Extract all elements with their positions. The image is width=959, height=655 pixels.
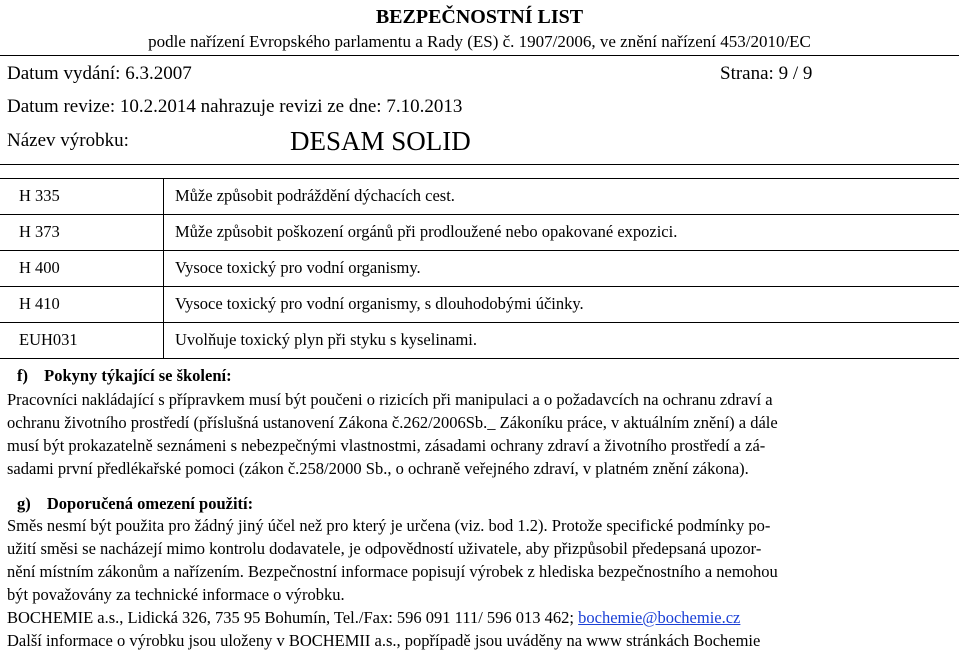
hazard-row	[0, 286, 959, 322]
header-divider-top	[0, 55, 959, 56]
section-g-line: Směs nesmí být použita pro žádný jiný účel než pro který je určena (viz. bod 1.2). Protože specifické podmínky po-	[7, 516, 771, 535]
header-divider-bottom	[0, 164, 959, 165]
hazard-code: EUH031	[19, 330, 78, 349]
section-f-line: Pracovníci nakládající s přípravkem musí být poučeni o rizicích při manipulaci a o požadavcích na ochranu zdraví a	[7, 390, 773, 409]
product-label: Název výrobku:	[7, 130, 129, 151]
revision-date: Datum revize: 10.2.2014 nahrazuje revizi ze dne: 7.10.2013	[7, 96, 463, 117]
hazard-text: Může způsobit poškození orgánů při prodloužené nebo opakované expozici.	[175, 222, 678, 241]
hazard-row	[0, 178, 959, 214]
hazard-row	[0, 250, 959, 286]
hazard-row	[0, 322, 959, 358]
section-f-heading	[17, 366, 232, 386]
section-f-letter: f)	[17, 366, 28, 385]
hazard-text: Vysoce toxický pro vodní organismy.	[175, 258, 421, 277]
section-f-text	[7, 388, 952, 480]
section-f-title: Pokyny týkající se školení:	[44, 366, 232, 385]
section-g-letter: g)	[17, 494, 31, 513]
section-g-text	[7, 514, 952, 652]
section-g-heading	[17, 494, 253, 514]
section-g-line: užití směsi se nacházejí mimo kontrolu dodavatele, je odpovědností uživatele, aby přizpůsobil předepsaná upozor-	[7, 539, 762, 558]
section-g-line: být považovány za technické informace o výrobku.	[7, 585, 345, 604]
section-f-line: sadami první předlékařské pomoci (zákon č.258/2000 Sb., o ochraně veřejného zdraví, v platném znění zákona).	[7, 459, 749, 478]
section-g-title: Doporučená omezení použití:	[46, 494, 254, 513]
hazard-text: Může způsobit podráždění dýchacích cest.	[175, 186, 455, 205]
hazard-code: H 373	[19, 222, 60, 241]
contact-line	[7, 606, 952, 629]
hazard-text: Vysoce toxický pro vodní organismy, s dlouhodobými účinky.	[175, 294, 584, 313]
hazard-code: H 410	[19, 294, 60, 313]
section-g-line: nění místním zákonům a nařízením. Bezpečnostní informace popisují výrobek z hlediska bezpečnostního a nemohou	[7, 562, 778, 581]
section-f-line: ochranu životního prostředí (příslušná ustanovení Zákona č.262/2006Sb._ Zákoníku práce, v aktuálním znění) a dále	[7, 413, 778, 432]
section-f-line: musí být prokazatelně seznámeni s nebezpečnými vlastnostmi, zásadami ochrany zdraví a životního prostředí a zá-	[7, 436, 766, 455]
product-name: DESAM SOLID	[290, 126, 471, 156]
contact-address: BOCHEMIE a.s., Lidická 326, 735 95 Bohumín, Tel./Fax: 596 091 111/ 596 013 462;	[7, 608, 579, 627]
hazard-row	[0, 214, 959, 250]
hazard-table-bottom-border	[0, 358, 959, 359]
hazard-code: H 400	[19, 258, 60, 277]
regulation-subtitle: podle nařízení Evropského parlamentu a Rady (ES) č. 1907/2006, ve znění nařízení 453/2010/EC	[148, 32, 811, 51]
hazard-text: Uvolňuje toxický plyn při styku s kyselinami.	[175, 330, 478, 349]
email-link[interactable]: bochemie@bochemie.cz	[578, 608, 741, 627]
document-title: BEZPEČNOSTNÍ LIST	[375, 6, 584, 28]
hazard-code: H 335	[19, 186, 60, 205]
issue-date: Datum vydání: 6.3.2007	[7, 63, 192, 84]
section-g-last-line: Další informace o výrobku jsou uloženy v BOCHEMII a.s., popřípadě jsou uváděny na www stránkách Bochemie	[7, 631, 761, 650]
page-number: Strana: 9 / 9	[720, 63, 813, 84]
